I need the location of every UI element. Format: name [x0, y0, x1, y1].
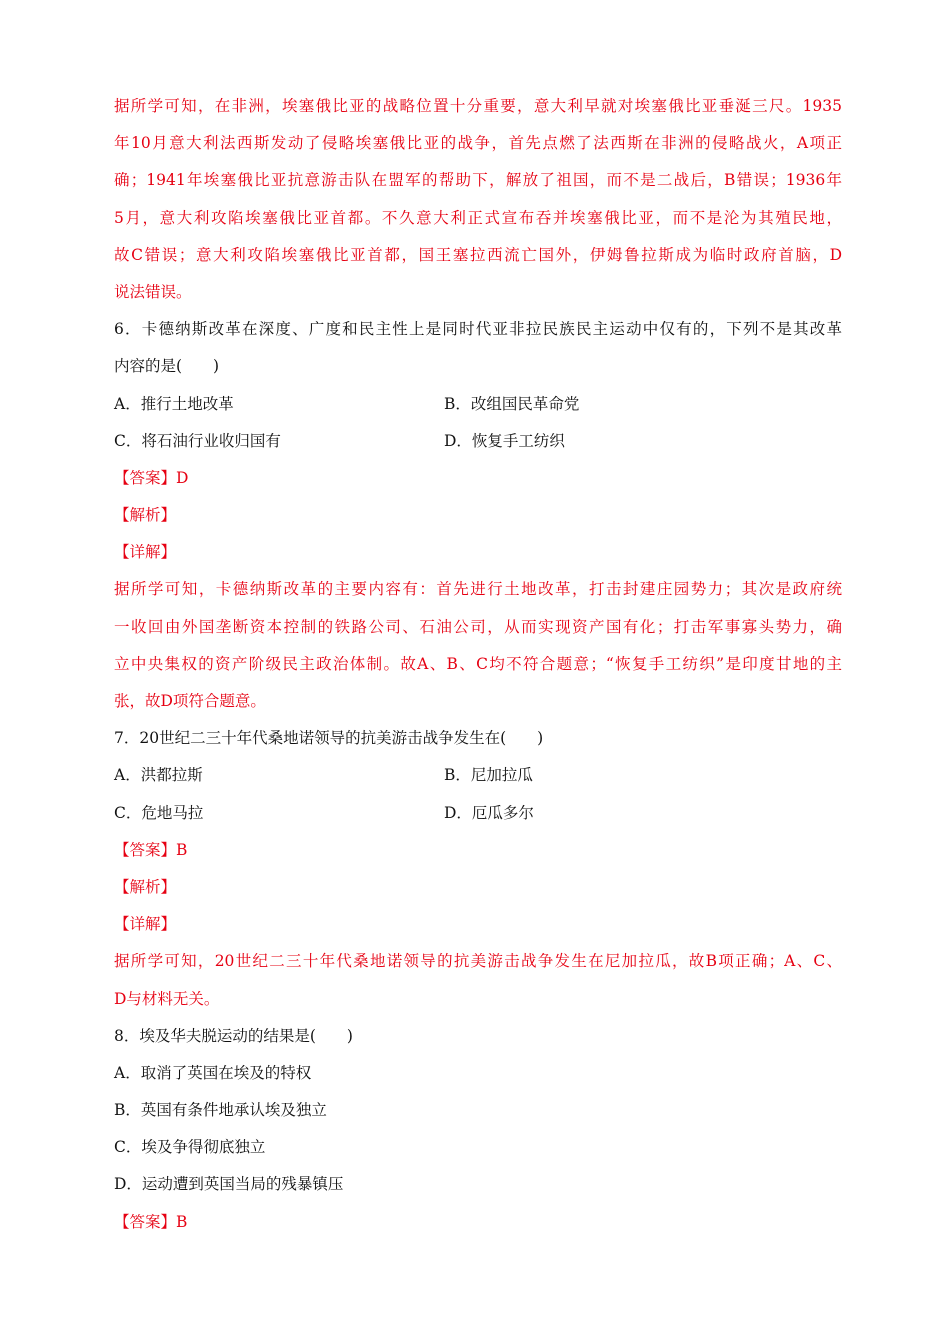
q6-option-a: A．推行土地改革: [114, 394, 234, 413]
q5-explanation-line: 年10月意大利法西斯发动了侵略埃塞俄比亚的战争，首先点燃了法西斯在非洲的侵略战火，A项正: [114, 134, 842, 153]
answer-value: B: [176, 840, 188, 859]
q6-option-b: B．改组国民革命党: [444, 394, 580, 413]
q6-detail-label: 【详解】: [114, 543, 177, 562]
q6-option-d: D．恢复手工纺织: [444, 431, 565, 450]
q6-options-row: [114, 386, 842, 423]
q7-options-row: [114, 757, 842, 794]
answer-value: B: [176, 1212, 188, 1231]
q7-analysis-label: 【解析】: [114, 877, 177, 896]
q8-option-d: D．运动遭到英国当局的残暴镇压: [114, 1175, 344, 1194]
answer-value: D: [176, 468, 189, 487]
q8-option-b: B．英国有条件地承认埃及独立: [114, 1101, 327, 1120]
q8-option-a: A．取消了英国在埃及的特权: [114, 1063, 312, 1082]
q6-explanation-line: 张，故D项符合题意。: [114, 692, 266, 710]
document-page: [114, 88, 842, 1241]
q8-option-c: C．埃及争得彻底独立: [114, 1138, 266, 1157]
q8-question-line: 8．埃及华夫脱运动的结果是( ): [114, 1026, 353, 1045]
q7-question-line: 7．20世纪二三十年代桑地诺领导的抗美游击战争发生在( ): [114, 729, 544, 748]
q7-detail-label: 【详解】: [114, 915, 177, 934]
q7-option-b: B．尼加拉瓜: [444, 766, 533, 785]
answer-label: 【答案】: [114, 1212, 177, 1231]
q6-question-line: 6．卡德纳斯改革在深度、广度和民主性上是同时代亚非拉民族民主运动中仅有的，下列不是其改革: [114, 320, 842, 339]
q7-option-a: A．洪都拉斯: [114, 766, 203, 785]
q6-question-line: 内容的是( ): [114, 357, 220, 376]
q6-analysis-label: 【解析】: [114, 506, 177, 525]
q7-option-d: D．厄瓜多尔: [444, 803, 534, 822]
q6-explanation-line: 一收回由外国垄断资本控制的铁路公司、石油公司，从而实现资产国有化；打击军事寡头势力，确: [114, 617, 842, 636]
q7-option-c: C．危地马拉: [114, 803, 204, 822]
q5-explanation-line: 据所学可知，在非洲，埃塞俄比亚的战略位置十分重要，意大利早就对埃塞俄比亚垂涎三尺。1935: [114, 97, 842, 115]
q6-options-row: [114, 423, 842, 460]
q6-answer: [114, 460, 842, 497]
q7-explanation-line: 据所学可知，20世纪二三十年代桑地诺领导的抗美游击战争发生在尼加拉瓜，故B项正确；A、C、: [114, 952, 842, 971]
answer-label: 【答案】: [114, 840, 177, 859]
q7-answer: [114, 832, 842, 869]
answer-label: 【答案】: [114, 468, 177, 487]
q5-explanation-line: 5月，意大利攻陷埃塞俄比亚首都。不久意大利正式宣布吞并埃塞俄比亚，而不是沦为其殖民地，: [114, 208, 842, 227]
q5-explanation-line: 故C错误；意大利攻陷埃塞俄比亚首都，国王塞拉西流亡国外，伊姆鲁拉斯成为临时政府首脑，D: [114, 245, 842, 264]
q6-option-c: C．将石油行业收归国有: [114, 431, 281, 450]
q6-explanation-line: 立中央集权的资产阶级民主政治体制。故A、B、C均不符合题意；“恢复手工纺织”是印度甘地的主: [114, 654, 842, 673]
q7-explanation-line: D与材料无关。: [114, 989, 220, 1008]
q5-explanation-line: 确；1941年埃塞俄比亚抗意游击队在盟军的帮助下，解放了祖国，而不是二战后，B错误；1936年: [114, 171, 842, 190]
q5-explanation-line: 说法错误。: [114, 282, 192, 301]
q8-answer: [114, 1204, 842, 1241]
q6-explanation-line: 据所学可知，卡德纳斯改革的主要内容有：首先进行土地改革，打击封建庄园势力；其次是政府统: [114, 580, 842, 599]
q7-options-row: [114, 795, 842, 832]
